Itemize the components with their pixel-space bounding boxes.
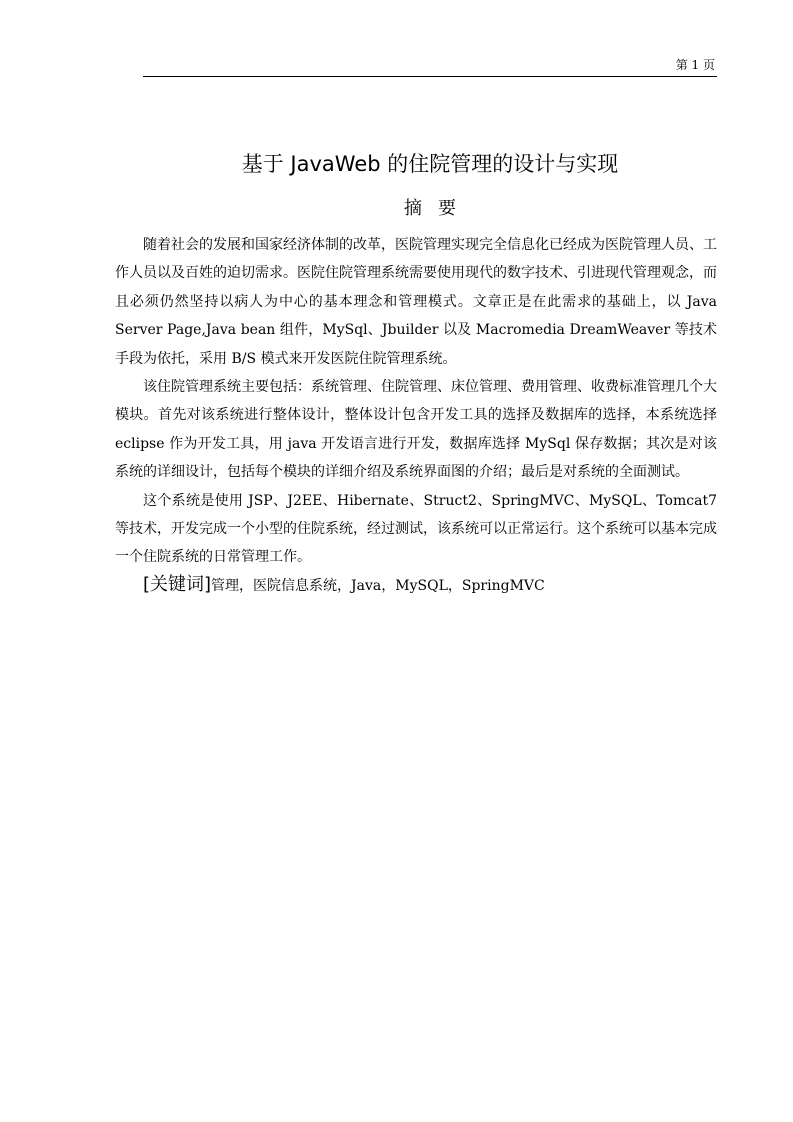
- keywords-line: [115, 572, 717, 599]
- keywords-text: 管理，医院信息系统，Java，MySQL，SpringMVC: [211, 577, 545, 594]
- abstract-body: [115, 231, 717, 599]
- page-number: 第 1 页: [675, 58, 715, 72]
- abstract-paragraph-3: 这个系统是使用 JSP、J2EE、Hibernate、Struct2、SpringMVC、MySQL、Tomcat7 等技术，开发完成一个小型的住院系统，经过测试，该系统可以正常运行。这个系统可以基本完成一个住院系统的日常管理工作。: [115, 492, 717, 566]
- page-header: [143, 56, 717, 77]
- abstract-paragraph-2: 该住院管理系统主要包括：系统管理、住院管理、床位管理、费用管理、收费标准管理几个大模块。首先对该系统进行整体设计，整体设计包含开发工具的选择及数据库的选择，本系统选择 eclipse 作为开发工具，用 java 开发语言进行开发，数据库选择 MySql 保存数据；其次是对该系统的详细设计，包括每个模块的详细介绍及系统界面图的介绍；最后是对系统的全面测试。: [115, 379, 717, 481]
- keywords-label: [关键词]: [143, 573, 212, 595]
- abstract-paragraph-1: 随着社会的发展和国家经济体制的改革，医院管理实现完全信息化已经成为医院管理人员、工作人员以及百姓的迫切需求。医院住院管理系统需要使用现代的数字技术、引进现代管理观念，而且必须仍然坚持以病人为中心的基本理念和管理模式。文章正是在此需求的基础上，以 Java Server Page,Java bean 组件，MySql、Jbuilder 以及 Macromedia DreamWeaver 等技术手段为依托，采用 B/S 模式来开发医院住院管理系统。: [115, 237, 717, 367]
- document-title: 基于 JavaWeb 的住院管理的设计与实现: [241, 152, 619, 176]
- abstract-heading: 摘要: [404, 198, 472, 219]
